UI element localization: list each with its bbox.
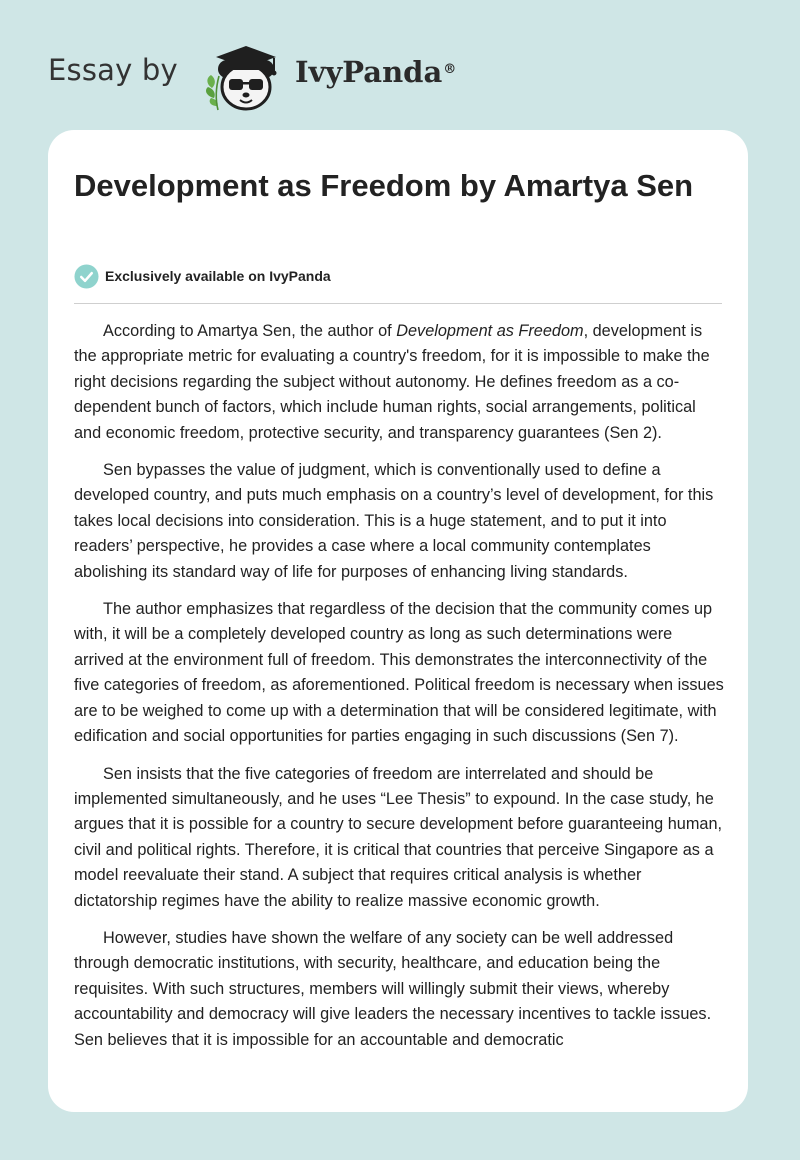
site-header	[0, 0, 800, 128]
paragraph-3: The author emphasizes that regardless of the decision that the community comes up with, it will be a completely developed country as long as such determinations were arrived at the environment full of freedom. This demonstrates the interconnectivity of the five categories of freedom, as aforementioned. Political freedom is necessary when issues are to be weighed to come up with a determination that will be considered legitimate, with edification and social opportunities for parties engaging in such discussions (Sen 7).	[74, 600, 724, 746]
divider	[74, 303, 722, 304]
check-circle-icon	[74, 264, 99, 289]
paragraph-4: Sen insists that the five categories of freedom are interrelated and should be implemented simultaneously, and he uses “Lee Thesis” to expound. In the case study, he argues that it is possible for a country to secure development before guaranteeing human, civil and political rights. Therefore, it is critical that countries that perceive Singapore as a model reevaluate their stand. A subject that requires critical analysis is whether dictatorship regimes have the ability to realize massive economic growth.	[74, 764, 723, 910]
exclusive-badge	[74, 263, 331, 289]
paragraph-2: Sen bypasses the value of judgment, which is conventionally used to define a developed country, and puts much emphasis on a country’s level of development, for this takes local decisions into consideration. This is a huge statement, and to put it into readers’ perspective, he provides a case where a local community contemplates abolishing its standard way of life for purposes of enhancing living standards.	[74, 461, 714, 581]
paragraph-1: According to Amartya Sen, the author of Development as Freedom, development is the appropriate metric for evaluating a country's freedom, for it is impossible to make the right decisions regarding the subject without autonomy. He defines freedom as a co-dependent bunch of factors, which include human rights, social arrangements, political and economic freedom, protective security, and transparency guarantees (Sen 2).	[74, 322, 710, 442]
registered-mark: ®	[443, 62, 457, 77]
brand-name[interactable]: IvyPanda®	[295, 55, 457, 89]
panda-graduate-icon[interactable]	[196, 32, 292, 114]
book-title: Development as Freedom	[396, 322, 584, 340]
paragraph-5: However, studies have shown the welfare of any society can be well addressed through democratic institutions, with security, healthcare, and education being the requisites. With such structures, members will willingly submit their views, whereby accountability and democracy will give leaders the necessary incentives to tackle issues. Sen believes that it is impossible for an accountable and democratic	[74, 928, 712, 1049]
essay-body	[74, 319, 724, 1065]
essay-title: Development as Freedom by Amartya Sen	[74, 168, 694, 203]
essay-card	[48, 130, 748, 1112]
exclusive-badge-label: Exclusively available on IvyPanda	[105, 268, 331, 284]
brand-prefix: Essay by	[48, 53, 178, 87]
